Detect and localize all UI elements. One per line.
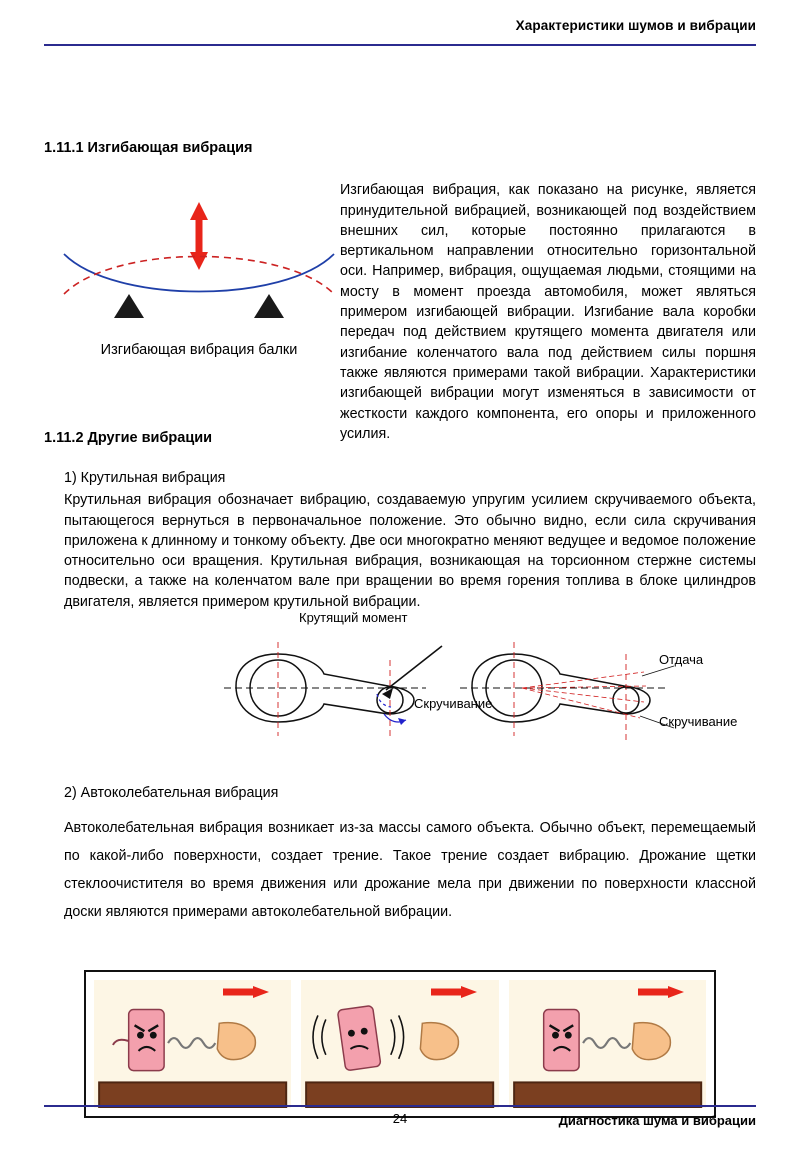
subsection-self-excited-body: Автоколебательная вибрация возникает из-за массы самого объекта. Обычно объект, перемещаемый по какой-либо поверхности, создает трение. Такое трение создает вибрацию. Дрожание щетки стеклоочистителя во время движения или дрожание мела при движении по поверхности классной доски являются примерами автоколебательной вибрации. — [64, 820, 756, 920]
torsional-vibration-figure — [174, 610, 774, 758]
bending-beam-diagram — [54, 186, 344, 336]
section-heading-1: 1.11.1 Изгибающая вибрация — [44, 140, 253, 156]
subsection-torsional-body: Крутильная вибрация обозначает вибрацию, создаваемую упругим усилием скручиваемого объекта, пытающегося вернуться в первоначальное положение. Это обычно видно, если сила скручивания приложена к длинному и тонкому объекту. Две оси многократно меняют ведущее и ведомое положение относительно оси вращения. Крутильная вибрация, возникающая на торсионном стержне системы подвески, а также на коленчатом вале при вращении во время горения топлива в блоке цилиндров двигателя, является примером крутильной вибрации. — [64, 492, 756, 610]
support-left — [114, 294, 144, 318]
label-twist-left: Скручивание — [414, 696, 493, 711]
page-number: 24 — [392, 1111, 408, 1126]
self-excited-vibration-figure — [84, 970, 716, 1118]
torsion-right-assembly — [460, 642, 674, 740]
section-heading-2: 1.11.2 Другие вибрации — [44, 430, 213, 446]
label-twist-right: Скручивание — [659, 714, 738, 729]
cartoon-panels — [94, 980, 706, 1108]
cartoon-panel-1 — [94, 980, 291, 1108]
footer-title: Диагностика шума и вибрации — [558, 1113, 756, 1128]
cartoon-panel-3 — [509, 980, 706, 1108]
subsection-torsional-lead: 1) Крутильная вибрация — [64, 470, 226, 486]
cartoon-scene-3 — [509, 980, 706, 1108]
vertical-arrow-icon — [190, 202, 208, 270]
section-1-paragraph: Изгибающая вибрация, как показано на рисунке, является принудительной вибрацией, возникающей под воздействием внешних сил, которые постоянно прилагаются в вертикальном направлении относительно горизонтальной оси. Например, вибрация, ощущаемая людьми, стоящими на мосту в момент проезда автомобиля, может являться примером изгибающей вибрации. Изгибание вала коробки передач под действием крутящего момента двигателя или изгибание коленчатого вала под действием силы поршня также являются примерами такой вибрации. Характеристики изгибающей вибрации могут изменяться в зависимости от жесткости каждого компонента, его опоры и приложенного усилия. — [340, 182, 756, 442]
torsional-vibration-diagram — [174, 628, 774, 758]
subsection-self-excited — [64, 785, 756, 927]
header-title: Характеристики шумов и вибрации — [515, 18, 756, 33]
bending-beam-caption: Изгибающая вибрация балки — [100, 342, 298, 358]
subsection-torsional — [64, 468, 756, 612]
bending-beam-figure — [54, 186, 344, 358]
torsion-left-assembly — [224, 642, 442, 738]
right-arrow-icon — [223, 986, 269, 998]
cartoon-panel-2 — [301, 980, 498, 1108]
page-footer — [44, 1105, 756, 1135]
footer-divider — [44, 1105, 756, 1107]
page-header — [44, 18, 756, 52]
label-torque: Крутящий момент — [299, 610, 408, 625]
label-recoil: Отдача — [659, 652, 704, 667]
cartoon-scene-2 — [301, 980, 498, 1108]
right-arrow-icon — [638, 986, 684, 998]
subsection-self-excited-lead: 2) Автоколебательная вибрация — [64, 785, 279, 801]
header-divider — [44, 44, 756, 46]
cartoon-scene-1 — [94, 980, 291, 1108]
support-right — [254, 294, 284, 318]
right-arrow-icon — [431, 986, 477, 998]
